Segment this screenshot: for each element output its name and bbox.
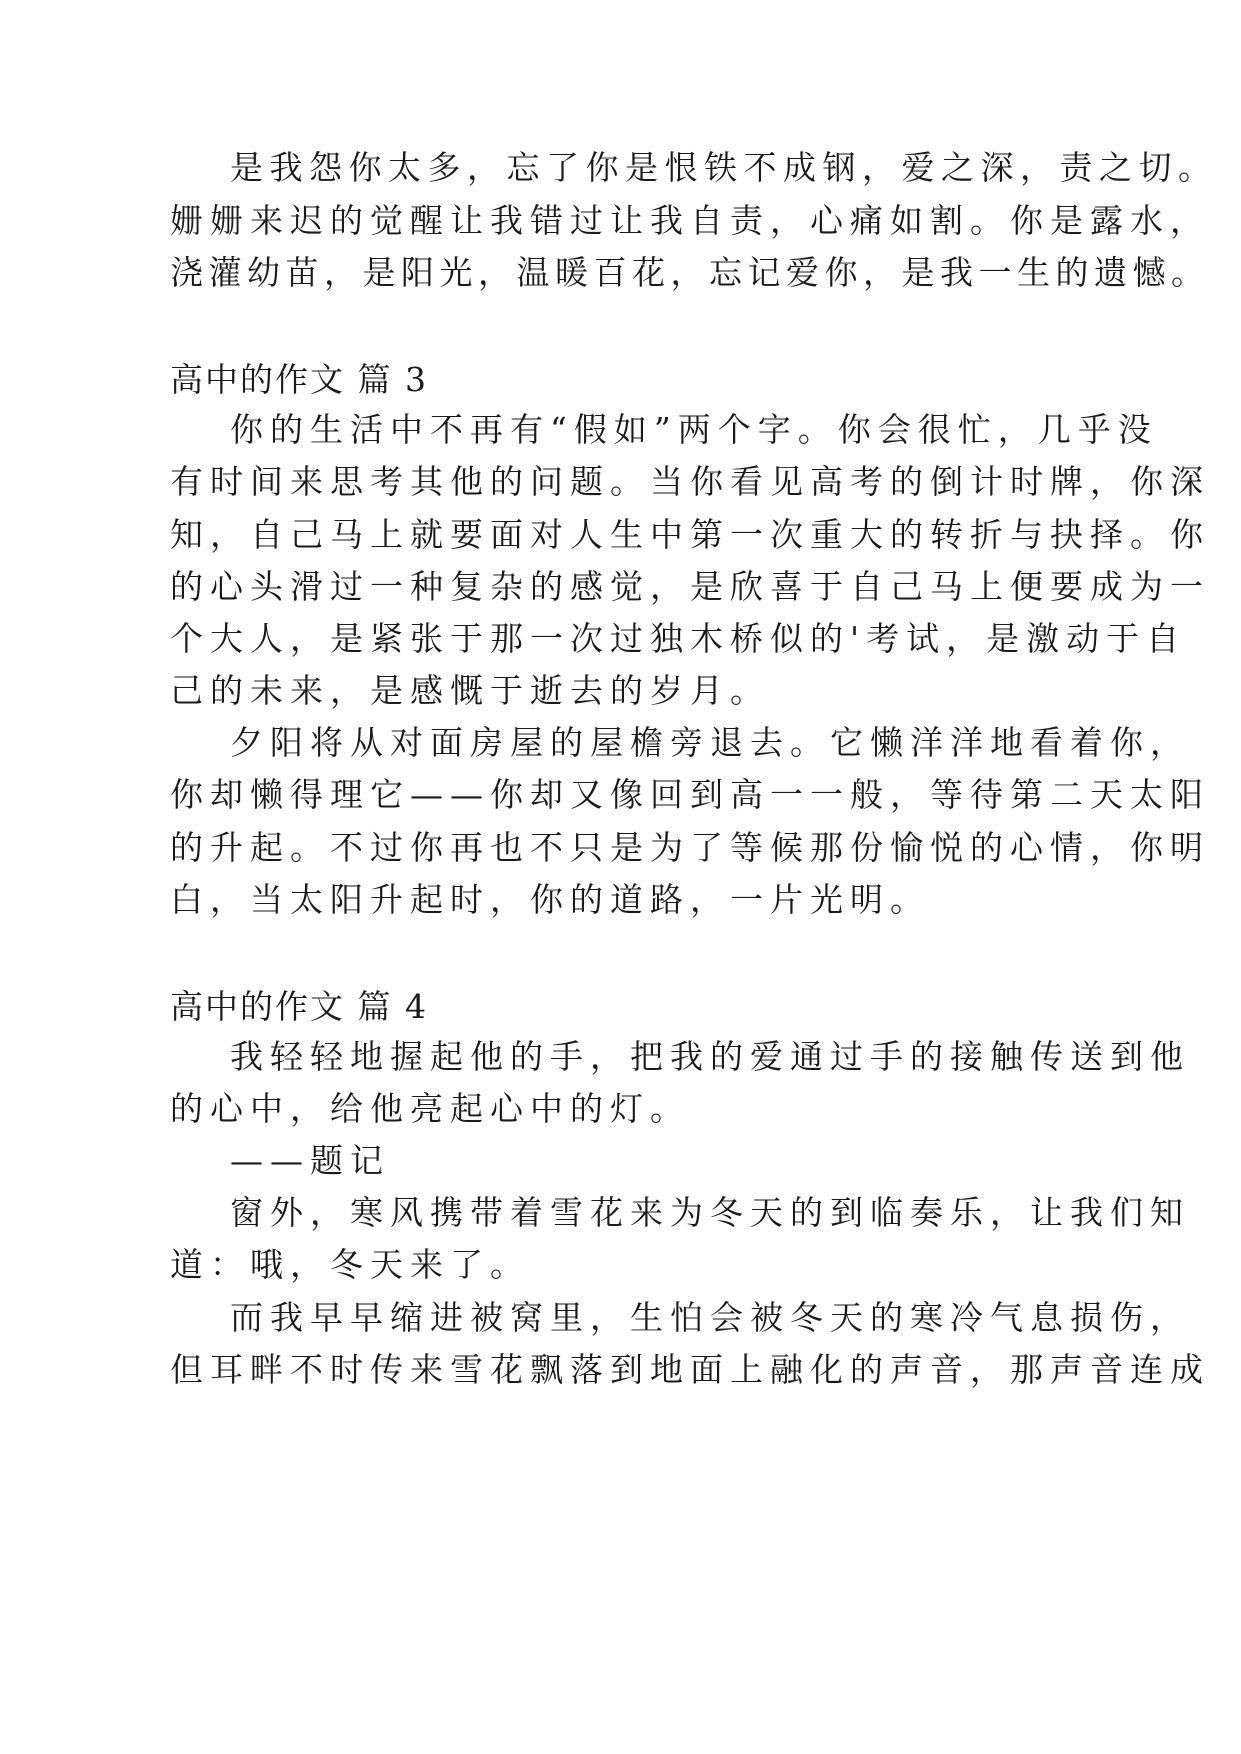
text-line: 窗外，寒风携带着雪花来为冬天的到临奏乐，让我们知 — [230, 1193, 1190, 1232]
section-heading: 高中的作文 篇 4 — [170, 987, 428, 1026]
text-line: 知，自己马上就要面对人生中第一次重大的转折与抉择。你 — [170, 515, 1210, 554]
text-line: 白，当太阳升起时，你的道路，一片光明。 — [170, 880, 930, 919]
text-line: 你的生活中不再有“假如”两个字。你会很忙，几乎没 — [230, 410, 1158, 449]
epigraph-signature: ——题记 — [230, 1141, 390, 1180]
text-line: 是我怨你太多，忘了你是恨铁不成钢，爱之深，责之切。 — [230, 148, 1218, 187]
text-line: 的升起。不过你再也不只是为了等候那份愉悦的心情，你明 — [170, 828, 1210, 867]
text-line: 有时间来思考其他的问题。当你看见高考的倒计时牌，你深 — [170, 462, 1210, 501]
text-line: 的心头滑过一种复杂的感觉，是欣喜于自己马上便要成为一 — [170, 567, 1210, 606]
text-line: 己的未来，是感慨于逝去的岁月。 — [170, 671, 770, 710]
text-line: 但耳畔不时传来雪花飘落到地面上融化的声音，那声音连成 — [170, 1350, 1210, 1389]
text-line: 个大人，是紧张于那一次过独木桥似的'考试，是激动于自 — [170, 619, 1187, 658]
text-line: 浇灌幼苗，是阳光，温暖百花，忘记爱你，是我一生的遗憾。 — [170, 253, 1210, 292]
text-line: 我轻轻地握起他的手，把我的爱通过手的接触传送到他 — [230, 1037, 1190, 1076]
text-line: 夕阳将从对面房屋的屋檐旁退去。它懒洋洋地看着你， — [230, 723, 1190, 762]
text-line: 而我早早缩进被窝里，生怕会被冬天的寒冷气息损伤， — [230, 1298, 1190, 1337]
text-line: 的心中，给他亮起心中的灯。 — [170, 1089, 690, 1128]
text-line: 姗姗来迟的觉醒让我错过让我自责，心痛如割。你是露水， — [170, 201, 1210, 240]
text-line: 道：哦，冬天来了。 — [170, 1245, 530, 1284]
text-line: 你却懒得理它——你却又像回到高一一般，等待第二天太阳 — [170, 775, 1210, 814]
section-heading: 高中的作文 篇 3 — [170, 360, 428, 399]
